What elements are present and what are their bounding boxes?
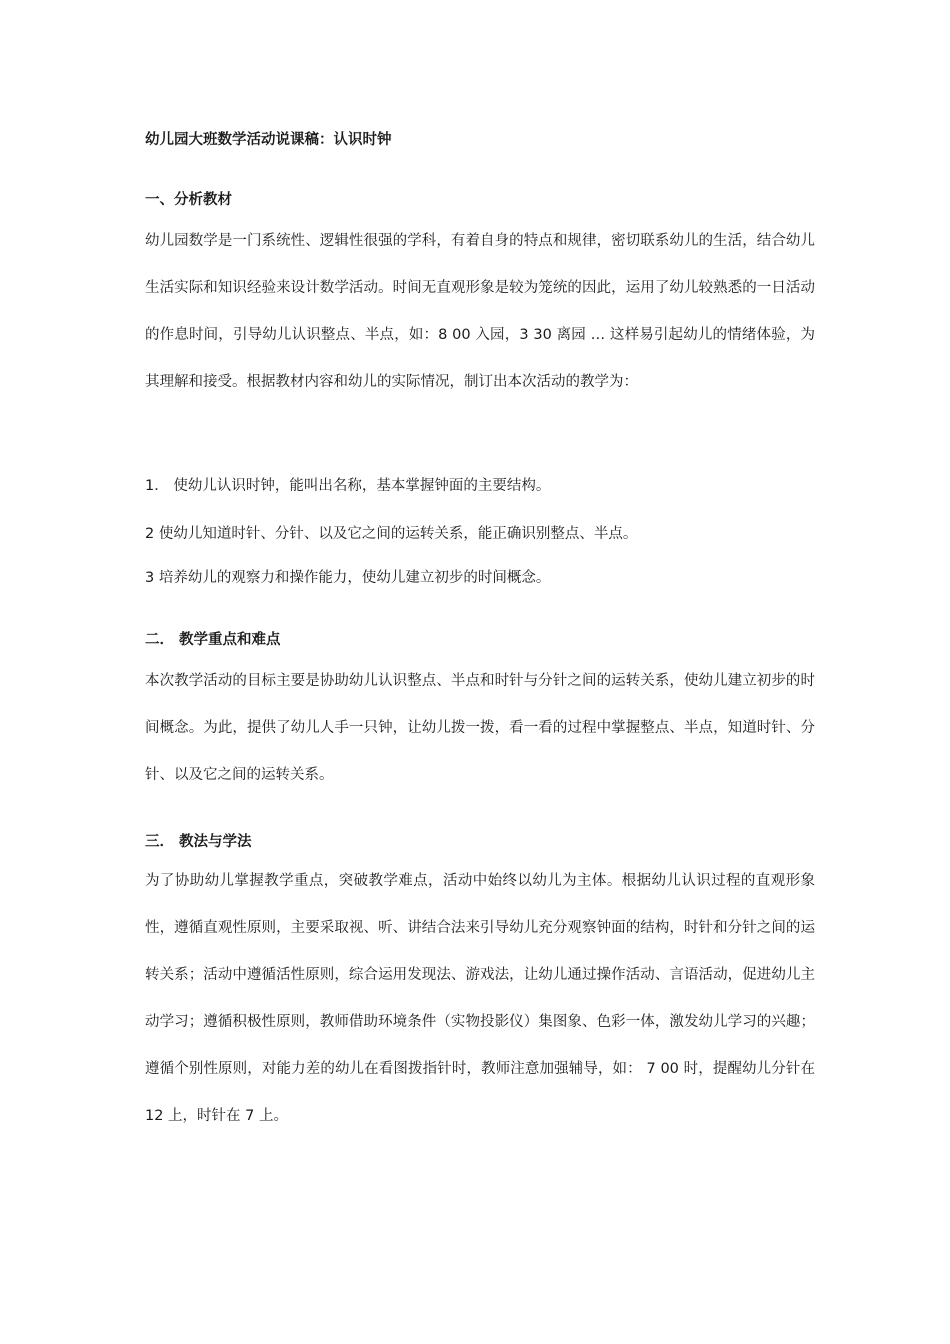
section-heading-analysis: 一、分析教材 [145,192,232,208]
section-heading-methods: 三． 教法与学法 [145,834,252,850]
section-heading-key-points: 二． 教学重点和难点 [145,632,281,648]
section-paragraph-key-points: 本次教学活动的目标主要是协助幼儿认识整点、半点和时针与分针之间的运转关系，使幼儿建立初步的时间概念。为此，提供了幼儿人手一只钟，让幼儿拨一拨，看一看的过程中掌握整点、半点，知道时针、分针、以及它之间的运转关系。 [145,673,815,783]
goal-item: 2 使幼儿知道时针、分针、以及它之间的运转关系，能正确识别整点、半点。 [145,526,638,542]
document-title: 幼儿园大班数学活动说课稿：认识时钟 [145,132,392,148]
goal-item: 3 培养幼儿的观察力和操作能力，使幼儿建立初步的时间概念。 [145,570,551,586]
section-paragraph-analysis: 幼儿园数学是一门系统性、逻辑性很强的学科，有着自身的特点和规律，密切联系幼儿的生活，结合幼儿生活实际和知识经验来设计数学活动。时间无直观形象是较为笼统的因此，运用了幼儿较熟悉的一日活动的作息时间，引导幼儿认识整点、半点，如：8 00 入园，3 30 离园 … 这样易引起幼儿的情绪体验，为其理解和接受。根据教材内容和幼儿的实际情况，制订出本次活动的教学为： [145,233,815,390]
goal-item: 1． 使幼儿认识时钟，能叫出名称，基本掌握钟面的主要结构。 [145,478,551,494]
section-paragraph-methods: 为了协助幼儿掌握教学重点，突破教学难点，活动中始终以幼儿为主体。根据幼儿认识过程的直观形象性，遵循直观性原则，主要采取视、听、讲结合法来引导幼儿充分观察钟面的结构，时针和分针之间的运转关系；活动中遵循活性原则，综合运用发现法、游戏法，让幼儿通过操作活动、言语活动，促进幼儿主动学习；遵循积极性原则，教师借助环境条件（实物投影仪）集图象、色彩一体，激发幼儿学习的兴趣；遵循个别性原则，对能力差的幼儿在看图拨指针时，教师注意加强辅导，如： 7 00 时，提醒幼儿分针在 12 上，时针在 7 上。 [145,873,815,1124]
